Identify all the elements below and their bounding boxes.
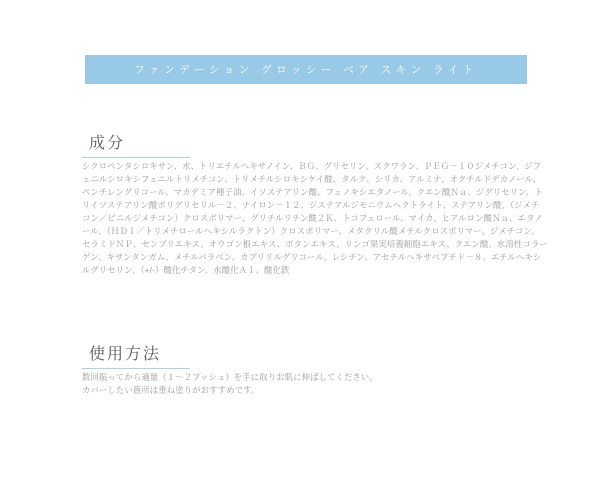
ingredients-line: ペンチレングリコール、マカデミア種子油、イソステアリン酸、フェノキシエタノール、クエン酸Ｎａ、ジグリセリン、ト: [82, 187, 543, 197]
ingredients-line: ェニルシロキシフェニルトリメチコン、トリメチルシロキシケイ酸、タルク、シリカ、アルミナ、オクチルドデカノール、: [82, 174, 541, 184]
ingredients-line: ール、（ＨＤＩ／トリメチロールヘキシルラクトン）クロスポリマー、メタクリル酸メチルクロスポリマー、ジメチコン、: [82, 226, 540, 236]
ingredients-line: コン／ビニルジメチコン）クロスポリマー、グリチルリチン酸２Ｋ、トコフェロール、マイカ、ヒアルロン酸Ｎａ、エタノ: [82, 213, 543, 223]
ingredients-line: リイソステアリン酸ポリグリセリル－２、ナイロン－１２、ジステアルジモニウムヘクトライト、ステアリン酸、（ジメチ: [82, 200, 540, 210]
ingredients-text: [82, 160, 548, 277]
usage-line: 数回振ってから適量（１～２プッシュ）を手に取りお肌に伸ばしてください。: [82, 372, 378, 382]
usage-line: カバーしたい箇所は重ね塗りがおすすめです。: [82, 385, 260, 395]
usage-text: [82, 371, 378, 397]
ingredients-line: ゲン、キサンタンガム、メチルパラベン、カプリリルグリコール、レシチン、アセチルヘキサペプチド－８、エチルヘキシ: [82, 252, 542, 262]
ingredients-line: ルグリセリン、（+/-）酸化チタン、水酸化Ａｌ、酸化鉄: [82, 265, 290, 275]
usage-heading: 使用方法: [82, 341, 190, 369]
product-title: ファンデーション グロッシー ベア スキン ライト: [134, 64, 478, 76]
ingredients-heading: 成分: [82, 130, 190, 158]
ingredients-line: シクロペンタシロキサン、水、トリエチルヘキサノイン、ＢＧ、グリセリン、スクワラン、ＰＥＧ－１０ジメチコン、ジフ: [82, 161, 542, 171]
ingredients-line: セラミドＮＰ、センブリエキス、オウゴン根エキス、ボタンエキス、リンゴ果実培養細胞エキス、クエン酸、水溶性コラー: [82, 239, 548, 249]
product-title-banner: [85, 55, 527, 84]
